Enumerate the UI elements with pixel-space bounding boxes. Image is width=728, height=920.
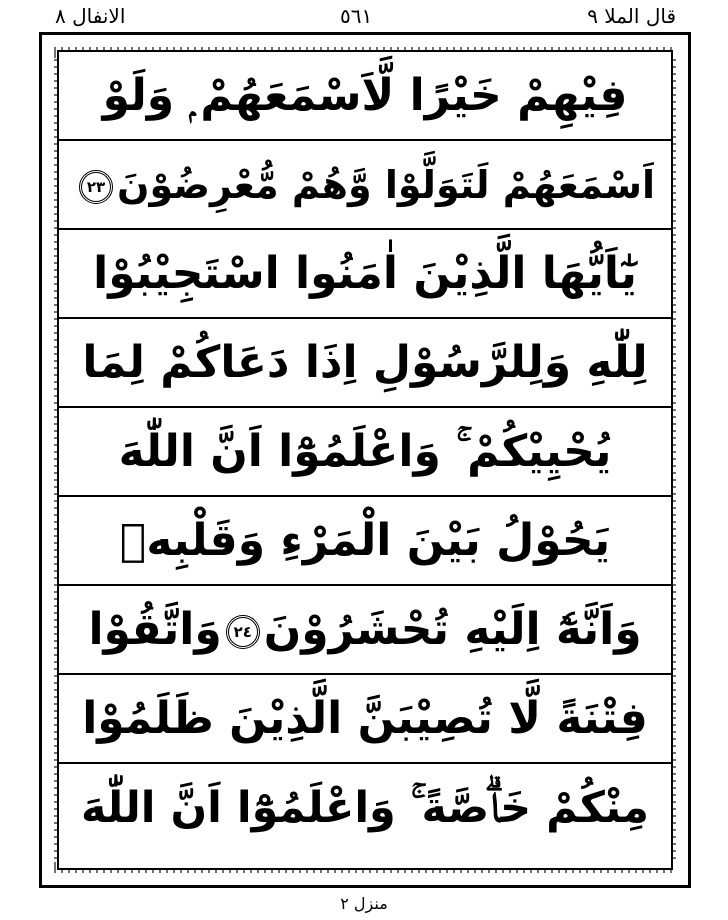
verse-line: [59, 141, 671, 230]
verse-lines: [59, 52, 671, 868]
text-frame: [57, 50, 673, 870]
verse-line: [59, 230, 671, 319]
verse-line: [59, 408, 671, 497]
verse-line-text: لِلّٰهِ وَلِلرَّسُوْلِ اِذَا دَعَاكُمْ لِمَا: [82, 337, 648, 388]
verse-line-text: يٰٓاَيُّهَا الَّذِيْنَ اٰمَنُوا اسْتَجِيْبُوْا: [93, 248, 637, 299]
verse-line-text: فِيْهِمْ خَيْرًا لَّاَسْمَعَهُمْ ۭ وَلَوْ: [102, 70, 628, 121]
juz-name: قال الملا ٩: [587, 4, 676, 28]
ayah-marker: ٢٤: [226, 615, 260, 649]
manzil-label: منزل ٢: [340, 894, 388, 913]
verse-line: [59, 497, 671, 586]
verse-line-text: يَحُوْلُ بَيْنَ الْمَرْءِ وَقَلْبِهٖ: [119, 515, 611, 566]
verse-line-text: اَسْمَعَهُمْ لَتَوَلَّوْا وَّهُمْ مُّعْرِضُوْنَ٢٣: [75, 163, 655, 207]
page-header: [0, 0, 728, 32]
verse-line: [59, 675, 671, 764]
verse-line: [59, 52, 671, 141]
page-footer: [0, 890, 728, 920]
page-number: ٥٦١: [340, 4, 373, 28]
verse-line-text: فِتْنَةً لَّا تُصِيْبَنَّ الَّذِيْنَ ظَلَمُوْا: [82, 693, 648, 744]
verse-line-text: يُحْيِيْكُمْ ۚ وَاعْلَمُوْٓا اَنَّ اللّٰهَ: [118, 426, 612, 477]
verse-line: [59, 764, 671, 852]
ayah-marker: ٢٣: [79, 170, 113, 204]
verse-line-text: وَاَنَّهٗٓ اِلَيْهِ تُحْشَرُوْنَ٢٤وَاتَّقُوْا: [88, 604, 642, 655]
verse-line: [59, 586, 671, 675]
verse-line: [59, 319, 671, 408]
surah-name: الانفال ٨: [55, 4, 126, 28]
verse-line-text: مِنْكُمْ خَاۗصَّةً ۚ وَاعْلَمُوْٓا اَنَّ اللّٰهَ: [80, 783, 650, 833]
